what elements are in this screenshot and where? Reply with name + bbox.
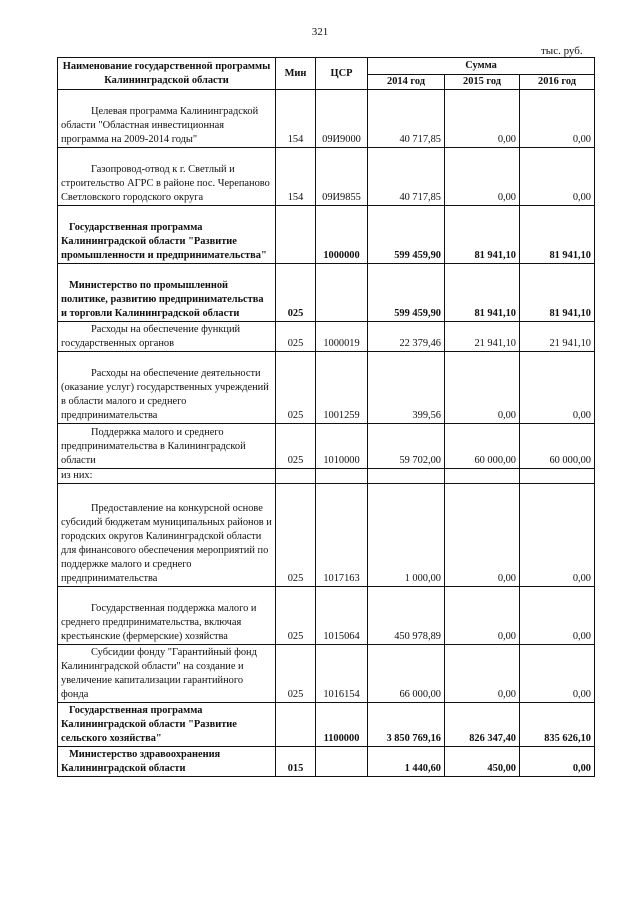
row-csr <box>316 264 368 322</box>
table-row <box>58 469 595 484</box>
row-2016: 0,00 <box>520 90 595 148</box>
row-csr: 1017163 <box>316 484 368 587</box>
row-name: Министерство здравоохранения Калининградской области <box>58 747 276 777</box>
row-2015: 0,00 <box>445 90 520 148</box>
row-2015: 81 941,10 <box>445 264 520 322</box>
table-row <box>58 322 595 352</box>
row-2014: 40 717,85 <box>368 90 445 148</box>
row-name: Поддержка малого и среднего предпринимательства в Калининградской области <box>58 424 276 469</box>
header-csr: ЦСР <box>316 58 368 90</box>
row-csr <box>316 469 368 484</box>
row-2014: 599 459,90 <box>368 264 445 322</box>
row-2014: 22 379,46 <box>368 322 445 352</box>
row-name: Министерство по промышленной политике, развитию предпринимательства и торговли Калининградской области <box>58 264 276 322</box>
row-2016: 0,00 <box>520 148 595 206</box>
row-csr: 1000019 <box>316 322 368 352</box>
row-csr <box>316 747 368 777</box>
row-2016: 835 626,10 <box>520 703 595 747</box>
row-min: 154 <box>276 90 316 148</box>
row-2016: 0,00 <box>520 747 595 777</box>
budget-table <box>57 57 595 777</box>
row-min <box>276 206 316 264</box>
row-2015: 0,00 <box>445 352 520 424</box>
row-name: Целевая программа Калининградской области "Областная инвестиционная программа на 2009-2014 годы" <box>58 90 276 148</box>
table-row <box>58 645 595 703</box>
row-2015: 0,00 <box>445 148 520 206</box>
row-name: Предоставление на конкурсной основе субсидий бюджетам муниципальных районов и городских округов Калининградской области для финансового обеспечения мероприятий по поддержке малого и среднего предпринимательства <box>58 484 276 587</box>
row-2016: 0,00 <box>520 587 595 645</box>
row-2015: 826 347,40 <box>445 703 520 747</box>
page-number: 321 <box>311 26 329 38</box>
row-2016: 0,00 <box>520 645 595 703</box>
row-2014: 399,56 <box>368 352 445 424</box>
row-2016: 0,00 <box>520 352 595 424</box>
row-2016: 60 000,00 <box>520 424 595 469</box>
table-row <box>58 90 595 148</box>
row-2016: 21 941,10 <box>520 322 595 352</box>
row-csr: 1015064 <box>316 587 368 645</box>
row-2015: 60 000,00 <box>445 424 520 469</box>
row-min: 025 <box>276 587 316 645</box>
header-year-2016: 2016 год <box>520 75 595 90</box>
table-row <box>58 587 595 645</box>
row-csr: 09И9000 <box>316 90 368 148</box>
row-name: из них: <box>58 469 276 484</box>
row-name: Газопровод-отвод к г. Светлый и строительство АГРС в районе пос. Черепаново Светловского городского округа <box>58 148 276 206</box>
row-2015: 21 941,10 <box>445 322 520 352</box>
table-row <box>58 148 595 206</box>
row-2014: 59 702,00 <box>368 424 445 469</box>
row-2014: 40 717,85 <box>368 148 445 206</box>
row-csr: 1100000 <box>316 703 368 747</box>
row-min: 025 <box>276 352 316 424</box>
header-sum: Сумма <box>368 58 595 75</box>
row-2014: 450 978,89 <box>368 587 445 645</box>
row-csr: 1000000 <box>316 206 368 264</box>
row-2015: 450,00 <box>445 747 520 777</box>
row-name: Государственная поддержка малого и среднего предпринимательства, включая крестьянские (фермерские) хозяйства <box>58 587 276 645</box>
row-min <box>276 469 316 484</box>
row-min: 025 <box>276 424 316 469</box>
row-2014 <box>368 469 445 484</box>
row-2016: 81 941,10 <box>520 264 595 322</box>
row-2015: 0,00 <box>445 484 520 587</box>
row-2015: 0,00 <box>445 645 520 703</box>
row-min: 015 <box>276 747 316 777</box>
row-2016: 0,00 <box>520 484 595 587</box>
row-2015 <box>445 469 520 484</box>
row-name: Государственная программа Калининградской области "Развитие промышленности и предпринимательства" <box>58 206 276 264</box>
table-row <box>58 747 595 777</box>
row-2015: 81 941,10 <box>445 206 520 264</box>
row-2014: 1 440,60 <box>368 747 445 777</box>
header-year-2014: 2014 год <box>368 75 445 90</box>
row-csr: 1010000 <box>316 424 368 469</box>
table-row <box>58 424 595 469</box>
row-2014: 599 459,90 <box>368 206 445 264</box>
table-row <box>58 352 595 424</box>
row-min: 025 <box>276 322 316 352</box>
row-min: 025 <box>276 484 316 587</box>
row-min: 025 <box>276 645 316 703</box>
header-year-2015: 2015 год <box>445 75 520 90</box>
table-row <box>58 264 595 322</box>
row-name: Расходы на обеспечение функций государственных органов <box>58 322 276 352</box>
row-name: Государственная программа Калининградской области "Развитие сельского хозяйства" <box>58 703 276 747</box>
row-2014: 66 000,00 <box>368 645 445 703</box>
table-row <box>58 206 595 264</box>
row-min: 025 <box>276 264 316 322</box>
row-2016: 81 941,10 <box>520 206 595 264</box>
row-name: Расходы на обеспечение деятельности (оказание услуг) государственных учреждений в области малого и среднего предпринимательства <box>58 352 276 424</box>
row-csr: 09И9855 <box>316 148 368 206</box>
header-min: Мин <box>276 58 316 90</box>
row-name: Субсидии фонду "Гарантийный фонд Калининградской области" на создание и увеличение капитализации гарантийного фонда <box>58 645 276 703</box>
units-label: тыс. руб. <box>541 45 583 57</box>
row-min: 154 <box>276 148 316 206</box>
table-row <box>58 484 595 587</box>
row-2014: 1 000,00 <box>368 484 445 587</box>
row-2014: 3 850 769,16 <box>368 703 445 747</box>
row-2016 <box>520 469 595 484</box>
table-row <box>58 703 595 747</box>
row-csr: 1016154 <box>316 645 368 703</box>
header-name: Наименование государственной программы Калининградской области <box>58 58 276 90</box>
row-csr: 1001259 <box>316 352 368 424</box>
row-2015: 0,00 <box>445 587 520 645</box>
row-min <box>276 703 316 747</box>
